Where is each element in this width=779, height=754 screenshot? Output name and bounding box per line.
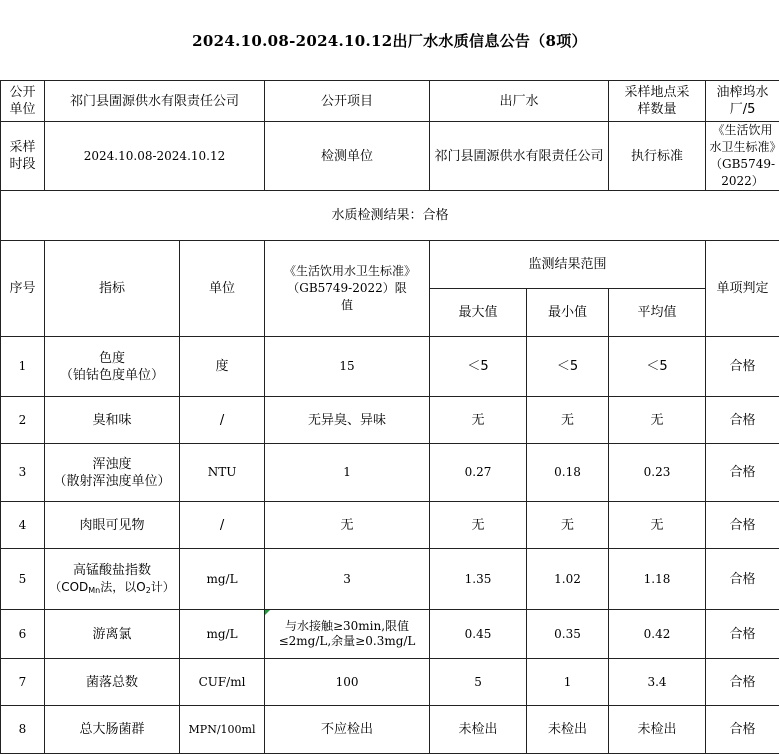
row-unit: / <box>180 502 265 549</box>
testing-unit-label: 检测单位 <box>265 122 430 191</box>
row-max: 0.45 <box>430 610 527 659</box>
info-row-2 <box>1 122 779 191</box>
row-min: ＜5 <box>527 337 609 397</box>
row-verdict: 合格 <box>706 502 779 549</box>
row-min: 1 <box>527 659 609 706</box>
row-limit: 不应检出 <box>265 706 430 754</box>
row-verdict: 合格 <box>706 549 779 610</box>
row-min: 未检出 <box>527 706 609 754</box>
indicator-name: 浑浊度 <box>47 456 177 473</box>
row-avg: 无 <box>609 397 706 444</box>
disclose-unit-value: 祁门县圊源供水有限责任公司 <box>45 81 265 122</box>
table-row <box>1 337 779 397</box>
row-avg: 3.4 <box>609 659 706 706</box>
row-indicator: 游离氯 <box>45 610 180 659</box>
note-subscript: 2 <box>146 586 151 595</box>
row-indicator <box>45 337 180 397</box>
sampling-value: 油榨坞水厂/5 <box>706 81 779 122</box>
row-verdict: 合格 <box>706 444 779 502</box>
sampling-label: 采样地点采样数量 <box>609 81 706 122</box>
row-max: 无 <box>430 397 527 444</box>
info-row-1 <box>1 81 779 122</box>
row-max: 1.35 <box>430 549 527 610</box>
row-verdict: 合格 <box>706 659 779 706</box>
row-max: 未检出 <box>430 706 527 754</box>
row-max: 无 <box>430 502 527 549</box>
result-summary-row <box>1 191 779 241</box>
comment-marker-icon <box>265 610 270 615</box>
row-min: 0.35 <box>527 610 609 659</box>
row-avg: ＜5 <box>609 337 706 397</box>
indicator-note <box>47 579 177 597</box>
row-unit: / <box>180 397 265 444</box>
note-part: 计） <box>151 580 175 594</box>
table-row <box>1 397 779 444</box>
row-limit: 1 <box>265 444 430 502</box>
row-avg: 0.23 <box>609 444 706 502</box>
row-verdict: 合格 <box>706 706 779 754</box>
period-value: 2024.10.08-2024.10.12 <box>45 122 265 191</box>
header-max: 最大值 <box>430 289 527 337</box>
table-row <box>1 610 779 659</box>
row-min: 1.02 <box>527 549 609 610</box>
disclose-unit-label: 公开单位 <box>1 81 45 122</box>
header-row-1 <box>1 241 779 289</box>
standard-value: 《生活饮用水卫生标准》（GB5749-2022） <box>706 122 779 191</box>
header-avg: 平均值 <box>609 289 706 337</box>
indicator-note: （铂钴色度单位） <box>47 367 177 384</box>
header-unit: 单位 <box>180 241 265 337</box>
note-part: 法，以O <box>100 580 145 594</box>
testing-unit-value: 祁门县圊源供水有限责任公司 <box>430 122 609 191</box>
row-avg: 未检出 <box>609 706 706 754</box>
row-avg: 无 <box>609 502 706 549</box>
row-no: 2 <box>1 397 45 444</box>
row-avg: 0.42 <box>609 610 706 659</box>
note-part: （COD <box>49 580 88 594</box>
note-subscript: Mn <box>88 586 100 595</box>
row-no: 4 <box>1 502 45 549</box>
table-row <box>1 444 779 502</box>
row-unit: MPN/100ml <box>180 706 265 754</box>
row-unit: CUF/ml <box>180 659 265 706</box>
row-unit: mg/L <box>180 549 265 610</box>
row-limit: 3 <box>265 549 430 610</box>
row-limit: 100 <box>265 659 430 706</box>
row-indicator: 臭和味 <box>45 397 180 444</box>
row-min: 0.18 <box>527 444 609 502</box>
row-no: 1 <box>1 337 45 397</box>
header-verdict: 单项判定 <box>706 241 779 337</box>
row-max: ＜5 <box>430 337 527 397</box>
indicator-name: 色度 <box>47 350 177 367</box>
limit-text: 与水接触≥30min,限值≤2mg/L,余量≥0.3mg/L <box>279 619 416 648</box>
header-min: 最小值 <box>527 289 609 337</box>
indicator-name: 高锰酸盐指数 <box>47 562 177 579</box>
table-row <box>1 549 779 610</box>
period-label: 采样时段 <box>1 122 45 191</box>
row-indicator <box>45 444 180 502</box>
row-limit <box>265 610 430 659</box>
row-min: 无 <box>527 502 609 549</box>
row-unit: 度 <box>180 337 265 397</box>
table-row <box>1 706 779 754</box>
row-no: 6 <box>1 610 45 659</box>
row-indicator: 菌落总数 <box>45 659 180 706</box>
row-limit: 15 <box>265 337 430 397</box>
standard-label: 执行标准 <box>609 122 706 191</box>
row-no: 3 <box>1 444 45 502</box>
row-indicator: 肉眼可见物 <box>45 502 180 549</box>
row-limit: 无异臭、异味 <box>265 397 430 444</box>
row-unit: NTU <box>180 444 265 502</box>
row-indicator: 总大肠菌群 <box>45 706 180 754</box>
header-range: 监测结果范围 <box>430 241 706 289</box>
result-summary: 水质检测结果：合格 <box>1 191 779 241</box>
row-min: 无 <box>527 397 609 444</box>
water-quality-table <box>0 80 779 754</box>
row-verdict: 合格 <box>706 337 779 397</box>
header-no: 序号 <box>1 241 45 337</box>
disclose-item-value: 出厂水 <box>430 81 609 122</box>
row-verdict: 合格 <box>706 397 779 444</box>
row-verdict: 合格 <box>706 610 779 659</box>
table-row <box>1 659 779 706</box>
row-limit: 无 <box>265 502 430 549</box>
row-no: 5 <box>1 549 45 610</box>
row-indicator <box>45 549 180 610</box>
indicator-note: （散射浑浊度单位） <box>47 473 177 490</box>
header-indicator: 指标 <box>45 241 180 337</box>
row-no: 8 <box>1 706 45 754</box>
row-avg: 1.18 <box>609 549 706 610</box>
row-no: 7 <box>1 659 45 706</box>
disclose-item-label: 公开项目 <box>265 81 430 122</box>
row-max: 5 <box>430 659 527 706</box>
header-limit: 《生活饮用水卫生标准》（GB5749-2022）限值 <box>265 241 430 337</box>
table-row <box>1 502 779 549</box>
row-unit: mg/L <box>180 610 265 659</box>
page-title: 2024.10.08-2024.10.12出厂水水质信息公告（8项） <box>0 0 779 80</box>
row-max: 0.27 <box>430 444 527 502</box>
